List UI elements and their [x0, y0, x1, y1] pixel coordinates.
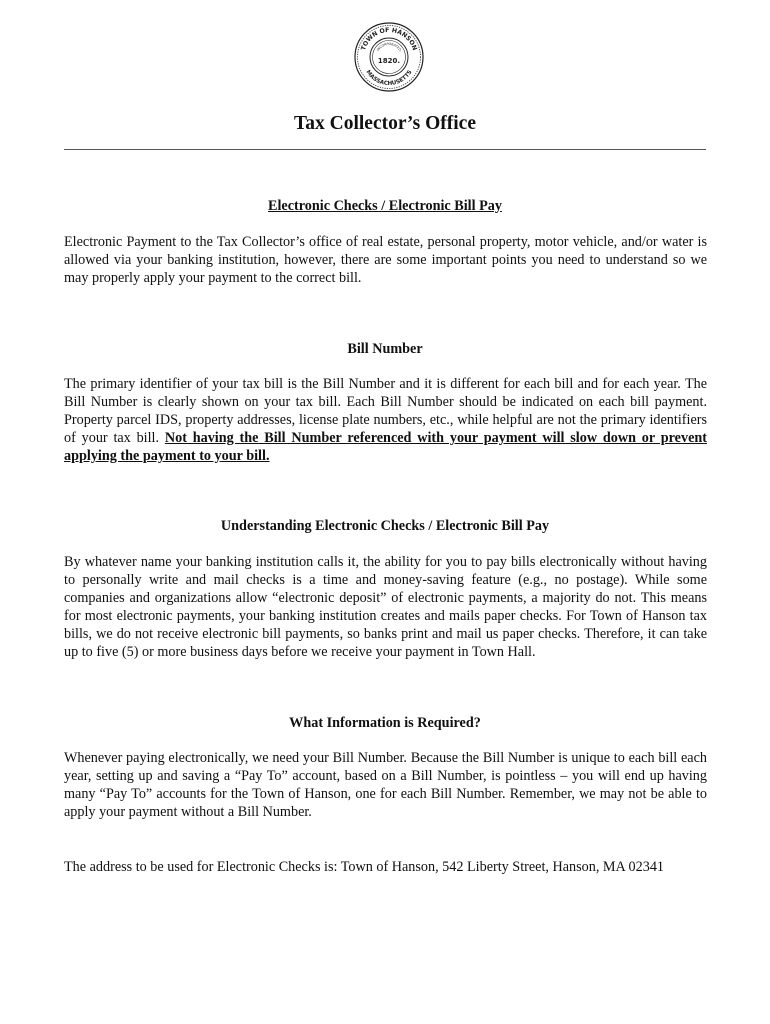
paragraph-understanding: By whatever name your banking institution calls it, the ability for you to pay bills electronically without having to personally write and mail checks is a time and money-saving feature (e.g., no postage). While some companies and organizations allow “electronic deposit” of electronic payments, a majority do not. This means for most electronic payments, your banking institution creates and mails paper checks. For Town of Hanson tax bills, we do not receive electronic bill payments, so banks print and mail us paper checks. Therefore, it can take up to five (5) or more business days before we receive your payment in Town Hall.: [64, 554, 707, 660]
paragraph-info-required: Whenever paying electronically, we need your Bill Number. Because the Bill Number is unique to each bill each year, setting up and saving a “Pay To” account, based on a Bill Number, is pointless – you will end up having many “Pay To” accounts for the Town of Hanson, one for each Bill Number. Remember, we may not be able to apply your payment without a Bill Number.: [64, 750, 707, 820]
title-divider: [64, 149, 706, 150]
page-title: Tax Collector’s Office: [294, 113, 476, 134]
heading-bill-number: Bill Number: [347, 341, 423, 357]
heading-info-required: What Information is Required?: [289, 715, 481, 731]
paragraph-electronic-bill-pay: Electronic Payment to the Tax Collector’s office of real estate, personal property, motor vehicle, and/or water is allowed via your banking institution, however, there are some important points you need to understand so we may properly apply your payment to the correct bill.: [64, 234, 707, 286]
seal-year: 1820.: [377, 57, 401, 65]
bill-number-text: The primary identifier of your tax bill is the Bill Number and it is different for each bill and for each year. The Bill Number is clearly shown on your tax bill. Each Bill Number should be indicated on each bill payment. Property parcel IDS, property addresses, license plate numbers, etc., while helpful are not the primary identifiers of your tax bill.: [64, 376, 707, 446]
seal-middle-text: INCORPORATED: [375, 41, 403, 52]
heading-understanding: Understanding Electronic Checks / Electronic Bill Pay: [220, 518, 550, 534]
seal-top-text: TOWN OF HANSON: [359, 26, 419, 52]
town-seal-logo: [354, 22, 424, 92]
paragraph-bill-number: [64, 375, 707, 465]
seal-bottom-text: MASSACHUSETTS: [364, 69, 414, 88]
bill-number-warning: Not having the Bill Number referenced with your payment will slow down or prevent applying the payment to your bill.: [64, 430, 707, 464]
heading-electronic-bill-pay: Electronic Checks / Electronic Bill Pay: [268, 198, 502, 214]
address-line: The address to be used for Electronic Checks is: Town of Hanson, 542 Liberty Street, Hanson, MA 02341: [64, 859, 665, 875]
